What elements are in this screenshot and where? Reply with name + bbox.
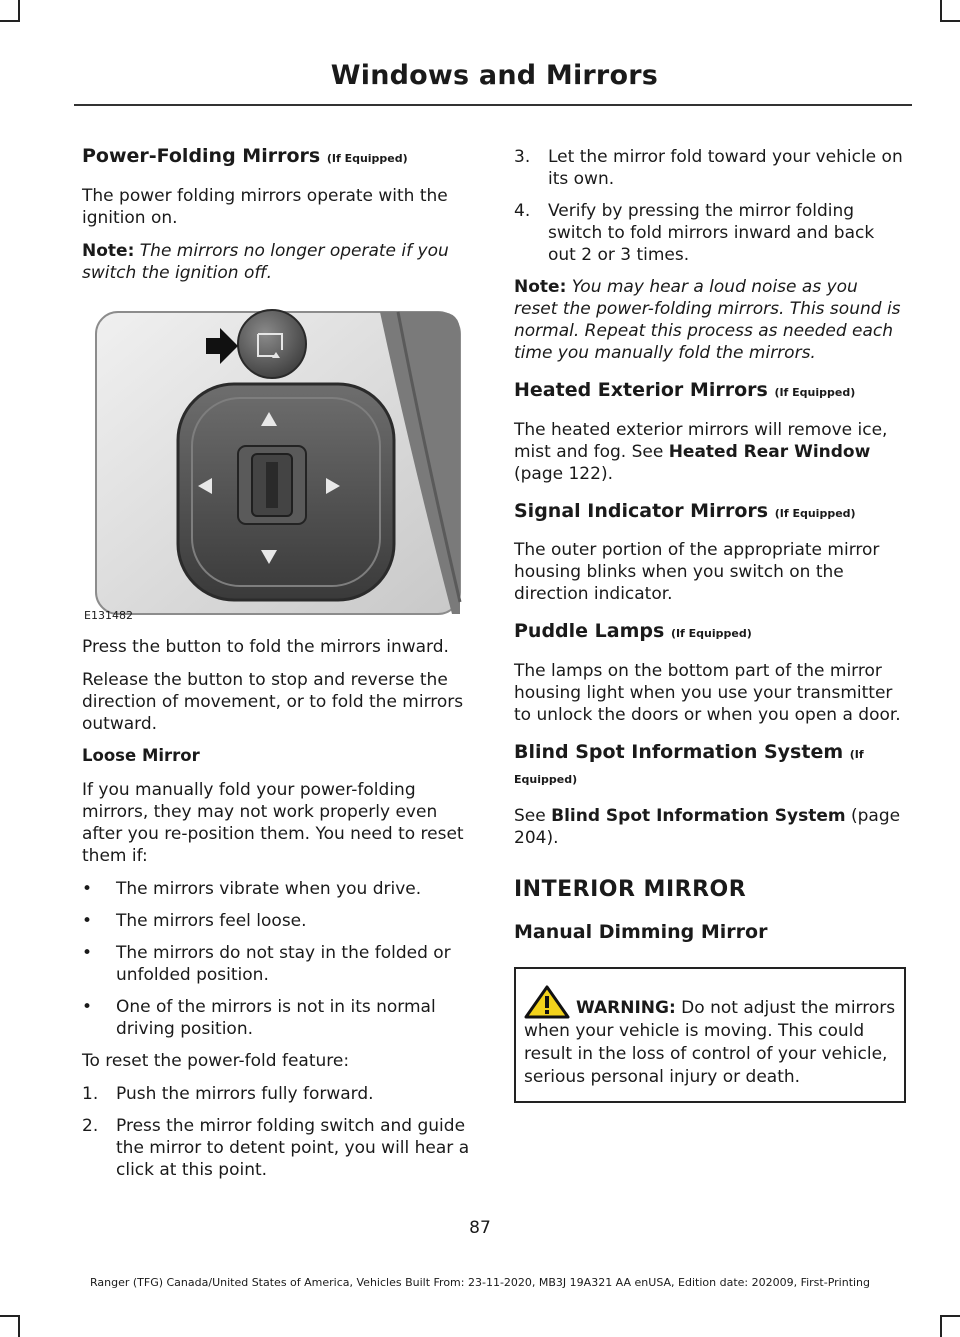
heated-mirrors-text: The heated exterior mirrors will remove ice, mist and fog. See Heated Rear Window (page 122).: [514, 419, 888, 484]
list-item: • The mirrors vibrate when you drive.: [82, 878, 422, 899]
warning-label: WARNING:: [576, 998, 676, 1019]
blind-spot-link[interactable]: Blind Spot Information System: [551, 806, 846, 827]
crop-mark: [940, 20, 960, 22]
crop-mark: [0, 1315, 20, 1317]
release-instruction: Release the button to stop and reverse the direction of movement, or to fold the mirrors outward.: [82, 669, 464, 734]
list-item: • The mirrors do not stay in the folded or unfolded position.: [82, 942, 451, 985]
mirror-switch-figure: [80, 302, 466, 624]
section-title-blind-spot: Blind Spot Information System (If Equipped): [514, 741, 864, 786]
reset-steps-list: [82, 1083, 478, 1181]
heated-rear-window-link[interactable]: Heated Rear Window: [668, 441, 871, 462]
section-title-power-folding: Power-Folding Mirrors (If Equipped): [82, 145, 408, 167]
crop-mark: [940, 1315, 960, 1317]
reset-steps-continued: [514, 146, 906, 266]
list-item: • The mirrors feel loose.: [82, 910, 307, 931]
warning-text: WARNING: Do not adjust the mirrors when your vehicle is moving. This could result in the loss of control of your vehicle, serious personal injury or death.: [524, 985, 896, 1089]
crop-mark: [940, 1315, 942, 1337]
warning-box: [514, 967, 906, 1103]
note-ignition: Note: The mirrors no longer operate if you switch the ignition off.: [82, 240, 449, 283]
section-title-manual-dimming: Manual Dimming Mirror: [514, 921, 768, 944]
mirror-control-illustration: [80, 302, 466, 624]
section-title-heated-mirrors: Heated Exterior Mirrors (If Equipped): [514, 379, 856, 401]
page-header-title: Windows and Mirrors: [330, 60, 658, 91]
power-folding-intro: The power folding mirrors operate with the ignition on.: [82, 185, 448, 228]
section-title-loose-mirror: Loose Mirror: [82, 745, 200, 765]
crop-mark: [0, 20, 20, 22]
warning-triangle-icon: [524, 985, 570, 1019]
list-item: 4. Verify by pressing the mirror folding switch to fold mirrors inward and back out 2 or 3 times.: [514, 201, 875, 265]
list-item: 1. Push the mirrors fully forward.: [82, 1083, 374, 1104]
section-title-signal-mirrors: Signal Indicator Mirrors (If Equipped): [514, 499, 856, 522]
signal-mirrors-text: The outer portion of the appropriate mirror housing blinks when you switch on the direction indicator.: [514, 540, 880, 605]
crop-mark: [18, 0, 20, 22]
header-divider: [74, 104, 912, 106]
press-instruction: Press the button to fold the mirrors inward.: [82, 636, 449, 657]
blind-spot-text: See Blind Spot Information System (page 204).: [514, 806, 901, 849]
section-title-interior-mirror: INTERIOR MIRROR: [514, 877, 747, 903]
note-loud-noise: Note: You may hear a loud noise as you reset the power-folding mirrors. This sound is normal. Repeat this process as needed each time you manually fold the mirrors.: [514, 277, 901, 363]
reset-conditions-list: [82, 878, 478, 1040]
page-number: 87: [469, 1218, 491, 1238]
section-title-puddle-lamps: Puddle Lamps (If Equipped): [514, 620, 752, 643]
list-item: 2. Press the mirror folding switch and guide the mirror to detent point, you will hear a click at this point.: [82, 1115, 470, 1180]
crop-mark: [18, 1315, 20, 1337]
list-item: • One of the mirrors is not in its normal driving position.: [82, 996, 436, 1039]
list-item: 3. Let the mirror fold toward your vehicle on its own.: [514, 147, 903, 189]
crop-mark: [940, 0, 942, 22]
reset-intro: To reset the power-fold feature:: [82, 1050, 350, 1071]
loose-mirror-intro: If you manually fold your power-folding mirrors, they may not work properly even after you re-position them. You need to reset them if:: [82, 779, 464, 866]
right-column: [514, 140, 906, 1103]
figure-id: E131482: [84, 608, 133, 622]
puddle-lamps-text: The lamps on the bottom part of the mirror housing light when you use your transmitter to unlock the doors or when you open a door.: [514, 661, 901, 726]
page-footer: Ranger (TFG) Canada/United States of America, Vehicles Built From: 23-11-2020, MB3J 19A321 AA enUSA, Edition date: 202009, First-Printing: [89, 1276, 871, 1289]
left-column: [82, 140, 478, 1191]
